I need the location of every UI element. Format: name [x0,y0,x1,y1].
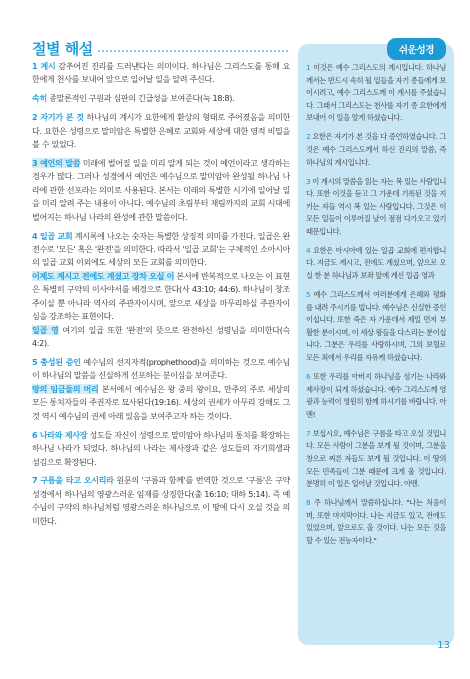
verse-text: 예수 그리스도께서 여러분에게 은혜와 평화를 내려 주시기를 빕니다. 예수님은 신실한 증인이십니다. 또한 죽은 자 가운데서 제일 먼저 부활한 분이시며, 이 세상 왕들을 다스리는 분이십니다. 그분은 우리를 사랑하시며, 그의 보혈로 모든 죄에서 우리를 자유케 하셨습니다. [306,290,446,363]
keyword: 4 일곱 교회 [32,230,73,241]
paragraph-text: 원문의 '구름과 함께'를 번역한 것으로 '구름'은 구약성경에서 하나님의 영광스러운 임재를 상징한다(출 16:10; 대하 5:14). 즉 예수님이 구약의 하나님처럼 영광스러운 하나님으로 이 땅에 다시 오실 것을 의미한다. [32,475,291,526]
verse-number: 8 [306,498,311,508]
verse-3 [306,176,446,239]
verse-5 [306,289,446,365]
paragraph-text: 감추어진 진리를 드러낸다는 의미이다. 하나님은 그리스도를 통해 요한에게 천사를 보내어 앞으로 일어날 일을 알려 주신다. [32,61,290,85]
verse-number: 1 [306,63,311,72]
verse-number: 2 [306,132,311,142]
sidebar-badge: 쉬운성경 [387,38,446,60]
verse-text: 보십시오, 예수님은 구름을 타고 오실 것입니다. 모든 사람이 그분을 보게 될 것이며, 그분을 창으로 찌른 자들도 보게 될 것입니다. 이 땅의 모든 민족들이 그분 때문에 크게 울 것입니다. 분명히 이 일은 일어날 것입니다. 아멘. [306,428,446,489]
paragraph-10 [32,429,290,469]
keyword: 이제도 계시고 전에도 계셨고 장차 오실 이 [32,270,175,281]
commentary-column [32,60,290,534]
keyword: 5 충성된 증인 [32,357,81,368]
title-divider [98,50,288,52]
paragraph-3 [32,111,290,151]
verse-text: 요한은 아시아에 있는 일곱 교회에 편지합니다. 지금도 계시고, 전에도 계셨으며, 앞으로 오실 한 분 하나님과 보좌 앞에 계신 일곱 영과 [306,245,447,281]
verse-6 [306,371,446,421]
paragraph-text: 본서에서 예수님은 왕 중의 왕이요, 만주의 주로 세상의 모든 통치자들의 주권자로 묘사된다(19:16). 세상의 권세가 아무리 강해도 그것 역시 예수님의 권세 아래 있음을 보여주고자 하는 것이다. [32,383,290,421]
paragraph-text: 종말론적인 구원과 심판의 긴급성을 보여준다(눅 18:8). [46,93,235,104]
paragraph-1 [32,60,290,87]
paragraph-4 [32,157,290,224]
keyword: 2 자기가 본 것 [32,112,84,123]
verse-number: 3 [306,176,311,186]
paragraph-5 [32,230,290,270]
paragraph-2 [32,92,290,105]
paragraph-text: 여기의 일곱 또한 '완전'의 뜻으로 완전하신 성령님을 의미한다(슥 4:2). [32,324,290,349]
keyword: 속히 [32,93,47,104]
section-title: 절별 해설 [32,40,93,58]
paragraph-text: 미래에 벌어질 일을 미리 알게 되는 것이 예언이라고 생각하는 경우가 많다. 그러나 성경에서 예언은 예수님으로 말미암아 완성될 하나님 나라에 관한 선포라는 의미로 사용된다. 본서는 미래의 특별한 시기에 일어날 일을 미리 알려 주는 내용이 아니다. 예수님의 초림부터 재림까지의 교회 시대에 벌어지는 하나님 나라의 완성에 관한 말씀이다. [32,157,290,222]
verse-text: 또한 우리를 아버지 하나님을 섬기는 나라와 제사장이 되게 하셨습니다. 예수 그리스도께 영광과 능력이 영원히 함께 하시기를 바랍니다. 아멘! [306,372,447,419]
paragraph-8 [32,356,290,383]
verse-7 [306,428,446,491]
verse-2 [306,131,446,169]
verse-number: 7 [306,428,311,438]
keyword: 3 예언의 말씀 [32,157,81,168]
verse-1 [306,62,446,125]
paragraph-text: 하나님의 계시가 요한에게 환상의 형태로 주어졌음을 의미한다. 요한은 성령으로 말미암은 특별한 은혜로 교회와 세상에 대한 영적 비밀을 볼 수 있었다. [32,112,291,150]
verse-4 [306,245,446,283]
verse-number: 4 [306,245,311,255]
paragraph-text: 예수님의 선지자적(prophethood)을 의미하는 것으로 예수님이 하나님의 말씀을 신실하게 선포하는 분이심을 보여준다. [32,357,290,381]
paragraph-6 [32,270,290,324]
paragraph-text: 계시록에 나오는 숫자는 특별한 상징적 의미를 가진다. 일곱은 완전수로 '모든' 혹은 '완전'을 의미한다. 따라서 '일곱 교회'는 구체적인 소아시아의 일곱 교회 이외에도 세상의 모든 교회를 의미한다. [32,230,291,268]
paragraph-7 [32,324,290,351]
paragraph-text: 성도들 자신이 성령으로 말미암아 하나님의 통치를 확장하는 하나님 나라가 되었다. 하나님의 나라는 제사장과 같은 성도들의 자기희생과 섬김으로 확장된다. [32,429,290,467]
easy-bible-sidebar [298,44,454,645]
verse-text: 이 계시의 말씀을 읽는 자는 복 있는 사람입니다. 또한 이것을 듣고 그 가운데 기록된 것을 지키는 자들 역시 복 있는 사람입니다. 그것은 이 모든 일들이 이루어질 날이 점점 다가오고 있기 때문입니다. [306,176,446,236]
verse-text: 주 하나님께서 말씀하십니다. "나는 처음이며, 또한 마지막이다. 나는 지금도 있고, 전에도 있었으며, 앞으로도 올 것이다. 나는 모든 것을 할 수 있는 전능자이다." [306,498,446,545]
paragraph-text: 본서에 반복적으로 나오는 이 표현은 특별히 구약의 이사야서를 배경으로 한다(사 43:10; 44:6). 하나님이 창조주이실 뿐 아니라 역사의 주관자이시며, 앞으로 세상을 마무리하실 주관자이심을 강조하는 표현이다. [32,270,290,322]
paragraph-11 [32,474,290,528]
keyword: 일곱 영 [32,324,59,335]
keyword: 6 나라와 제사장 [32,429,88,440]
keyword: 땅의 임금들의 머리 [32,383,99,394]
verse-number: 5 [306,290,311,300]
verse-number: 6 [306,372,311,382]
page-number: 13 [437,640,450,651]
sidebar-verses [306,62,446,554]
keyword: 7 구름을 타고 오시리라 [32,475,114,486]
verse-text: 요한은 자기가 본 것을 다 증언하였습니다. 그것은 예수 그리스도께서 하신 진리의 말씀, 즉 하나님의 계시입니다. [306,132,446,167]
keyword: 1 계시 [32,61,56,71]
verse-8 [306,497,446,547]
verse-text: 이것은 예수 그리스도의 계시입니다. 하나님께서는 반드시 속히 될 일들을 자기 종들에게 보이시려고, 예수 그리스도께 이 계시를 주셨습니다. 그래서 그리스도는 천사를 자기 종 요한에게 보내어 이 일을 알게 하셨습니다. [306,63,447,123]
paragraph-9 [32,383,290,423]
